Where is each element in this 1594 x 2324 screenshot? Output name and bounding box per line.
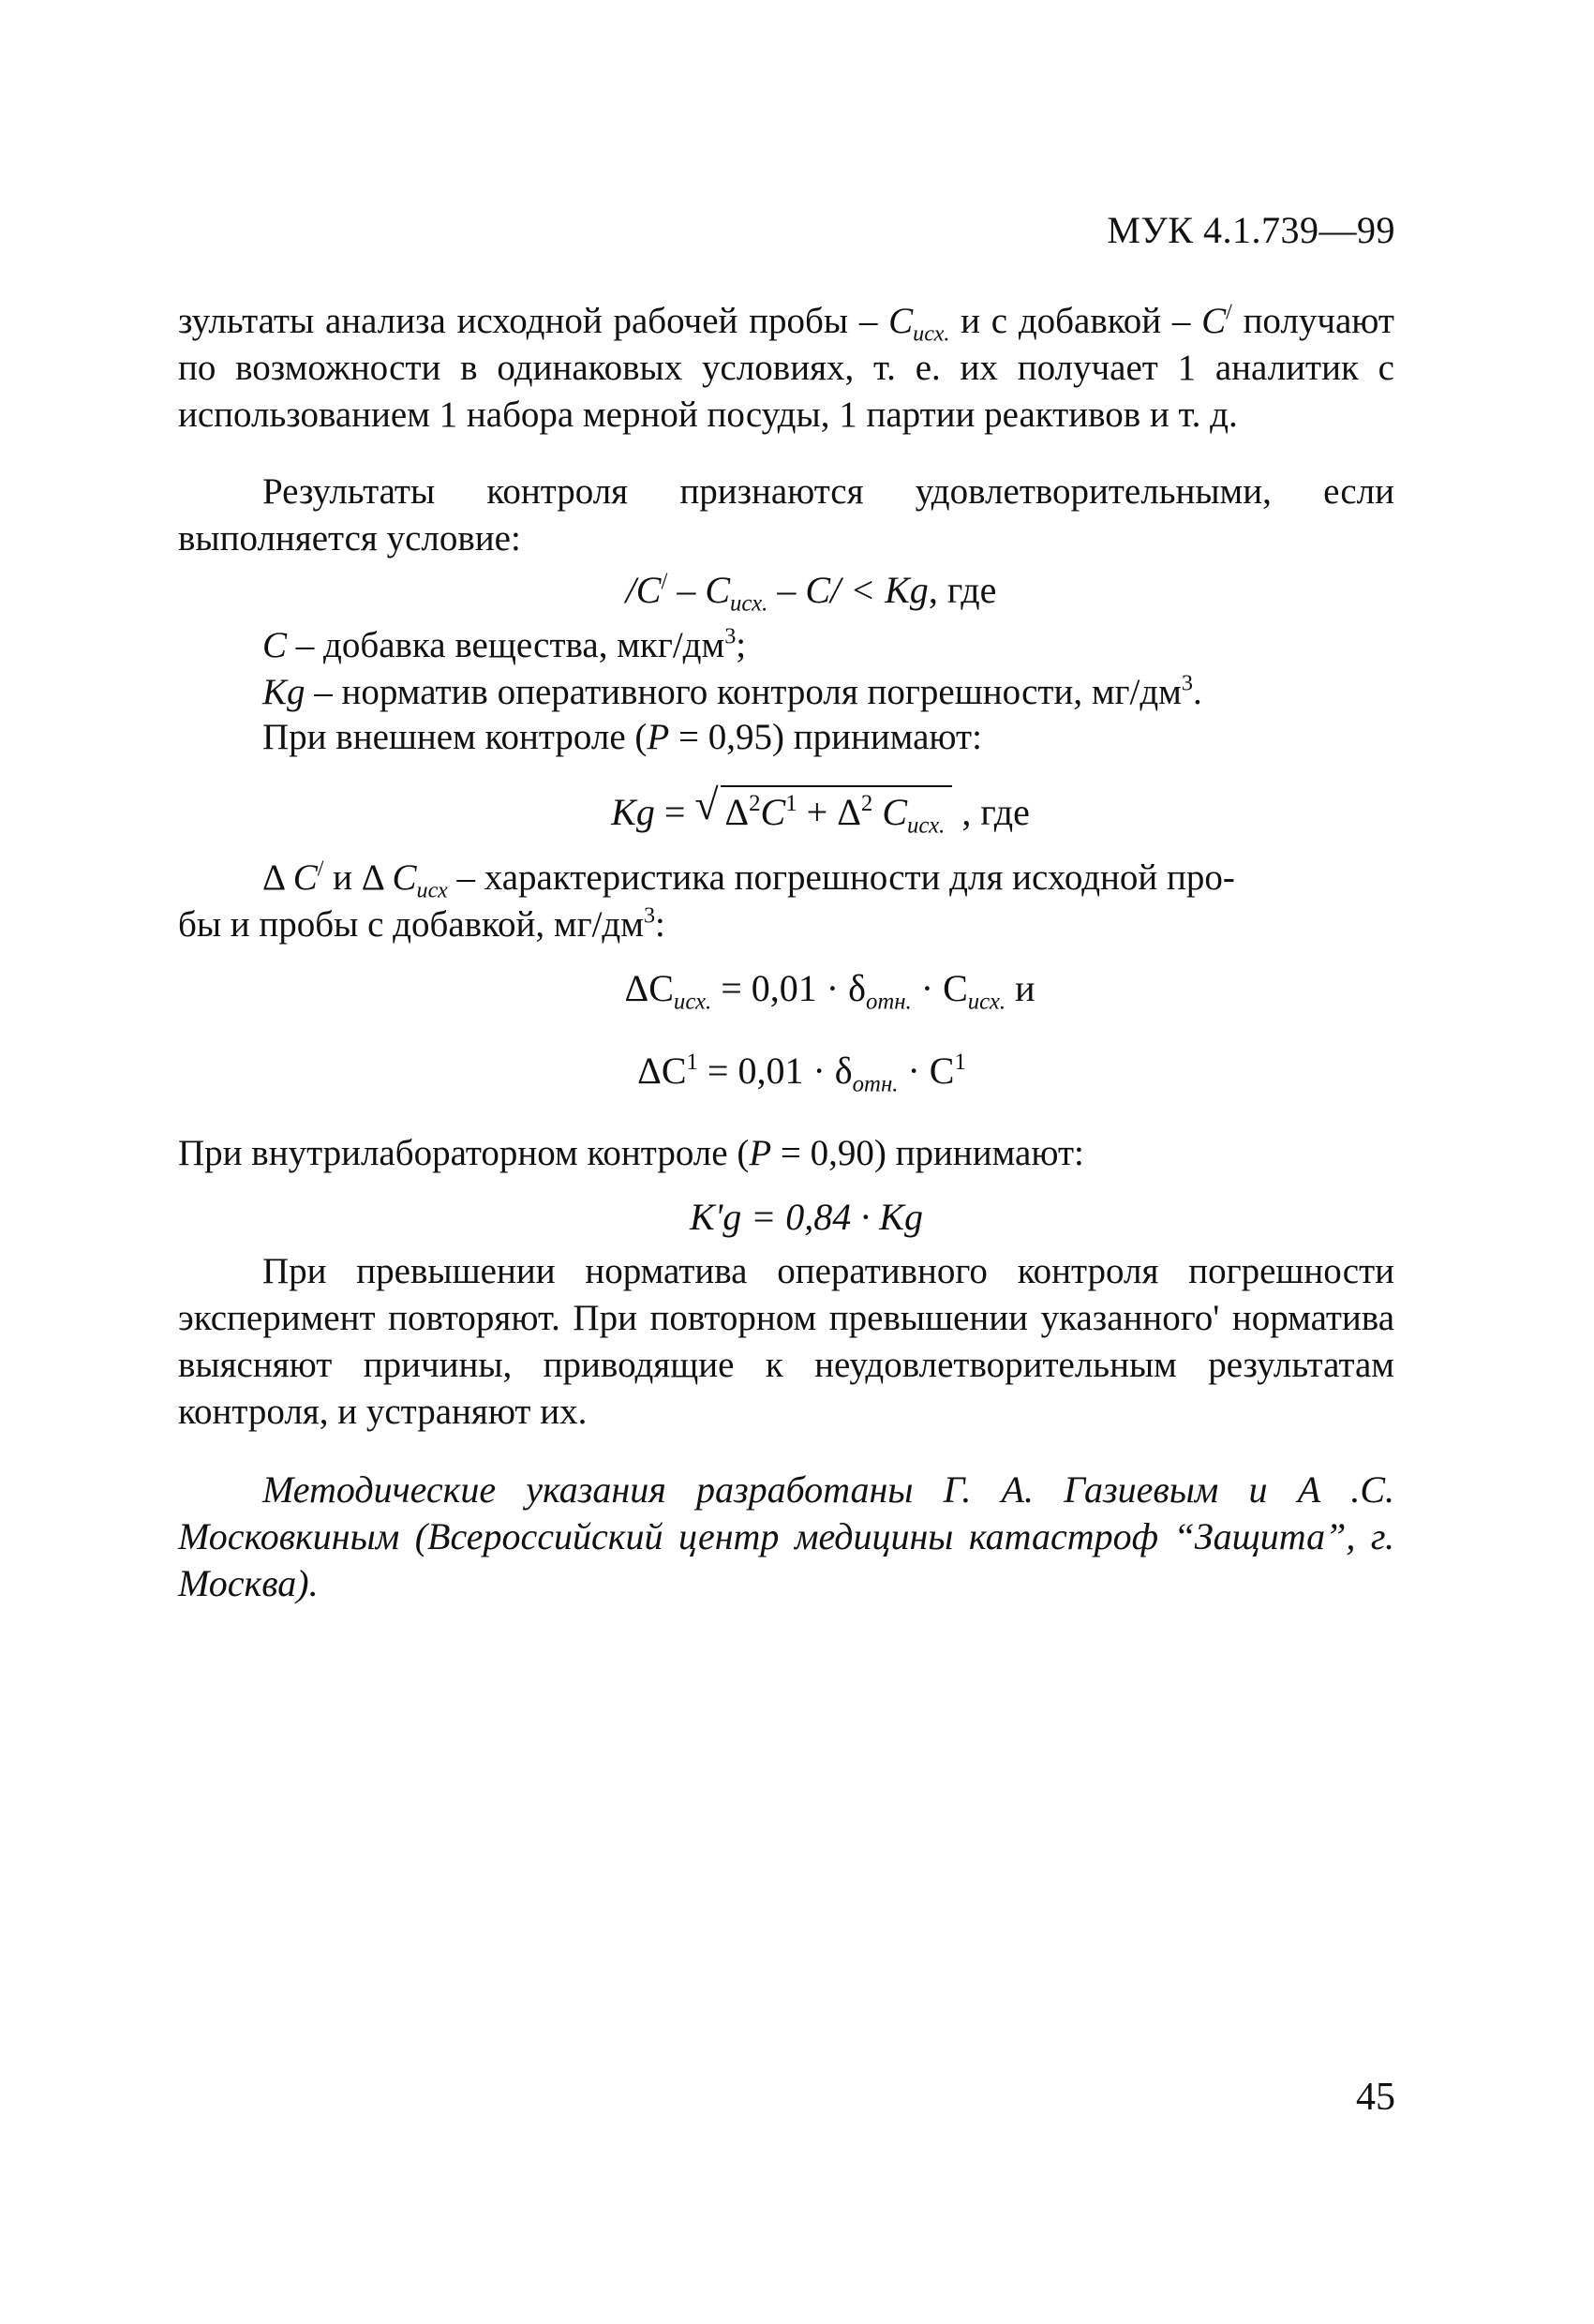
f2-c-sup: 1 xyxy=(954,1050,966,1076)
page-number: 45 xyxy=(1356,2076,1395,2119)
cond-minus2: – C/ < xyxy=(767,569,886,611)
char-c1-sup: / xyxy=(317,856,324,882)
char-c: – характеристика погрешности для исходной про- xyxy=(447,857,1235,898)
f1-c-sub: исх. xyxy=(967,989,1006,1015)
char-line2-end: : xyxy=(655,904,665,945)
f2-lhs-sup: 1 xyxy=(686,1050,698,1076)
def1-text: – добавка вещества, мкг/дм xyxy=(287,625,725,665)
cond-c1-sup: / xyxy=(661,569,668,595)
intra-p: P xyxy=(749,1133,772,1173)
cond-minus1: – xyxy=(667,569,706,611)
kg-d2c-sup: 1 xyxy=(785,791,797,817)
definition-kg xyxy=(262,669,1202,716)
characteristic-line-1 xyxy=(262,855,1235,901)
paragraph-control-satisfactory: Результаты контроля признаются удовлетворительными, если выполняется условие: xyxy=(178,471,1394,559)
symbol-c-isx-sub: исх. xyxy=(913,320,950,347)
f2-delta-sub: отн. xyxy=(852,1071,899,1097)
paragraph-results-conditions xyxy=(178,298,1394,439)
sqrt-icon: √ xyxy=(694,781,719,828)
definition-c xyxy=(262,622,746,669)
intra-a: При внутрилабораторном контроле ( xyxy=(178,1133,750,1173)
kg-formula xyxy=(0,781,1594,839)
def1-sym: C xyxy=(262,625,288,665)
kprime-g-formula: K'g = 0,84 · Kg xyxy=(690,1196,923,1238)
def2-sym: Kg xyxy=(262,672,305,712)
kg-tail: , где xyxy=(952,791,1030,833)
cond-c-sub: исх. xyxy=(730,590,768,617)
cond-open: /C xyxy=(625,569,662,611)
kg-d2c-c: C xyxy=(760,791,786,833)
char-line2-sup: 3 xyxy=(643,902,656,929)
symbol-c-prime: C xyxy=(1201,301,1227,341)
kg-d2c-sq: 2 xyxy=(749,791,761,817)
characteristic-line-2 xyxy=(178,901,665,948)
char-cisx-sub: исх xyxy=(416,877,448,903)
kg-c-sub: исх. xyxy=(907,812,946,839)
sqrt-expression xyxy=(694,781,952,839)
kg-lhs: Kg xyxy=(611,791,655,833)
condition-formula xyxy=(0,567,1594,617)
char-a: Δ xyxy=(262,857,293,898)
def1-end: ; xyxy=(736,625,747,665)
p1-text-a: зультаты анализа исходной рабочей пробы – xyxy=(178,301,889,341)
def2-sup: 3 xyxy=(1181,670,1193,696)
def2-end: . xyxy=(1192,672,1202,712)
kg-plus: + Δ xyxy=(797,791,861,833)
kg-eq: = xyxy=(654,791,695,833)
char-c1: C xyxy=(292,857,318,898)
symbol-c-isx: C xyxy=(888,301,914,341)
f1-tail: и xyxy=(1006,967,1035,1009)
f2-dot: · C xyxy=(898,1050,955,1092)
symbol-c-prime-sup: / xyxy=(1226,299,1232,325)
cond-tail: , где xyxy=(928,569,997,611)
document-code: МУК 4.1.739—99 xyxy=(1107,209,1395,251)
kg-d2c-delta: Δ xyxy=(724,791,750,833)
paragraph-exceed-norm: При превышении норматива оперативного контроля погрешности эксперимент повторяют. При повторном превышении указанного' норматива выясняют причины, приводящие к неудовлетворительным результатам контроля, и устраняют их. xyxy=(178,1251,1394,1432)
cond-c-sym: C xyxy=(705,569,731,611)
delta-c1-formula xyxy=(0,1048,1594,1095)
def2-text: – норматив оперативного контроля погрешности, мг/дм xyxy=(305,672,1182,712)
f2-lhs: ΔC xyxy=(637,1050,687,1092)
def1-sup: 3 xyxy=(724,623,737,649)
authors-note: Методические указания разработаны Г. А. Газиевым и А .С. Московкиным (Всероссийский центр медицины катастроф “Защита”, г. Москва). xyxy=(178,1468,1394,1604)
f1-dot: · C xyxy=(911,967,968,1009)
ext-text-a: При внешнем контроле ( xyxy=(262,717,648,757)
delta-c-isx-formula xyxy=(0,965,1594,1015)
external-control-line xyxy=(262,714,982,761)
f1-delta-sub: отн. xyxy=(865,989,912,1015)
intralab-control-line xyxy=(178,1130,1084,1177)
f1-mid: = 0,01 · δ xyxy=(711,967,866,1009)
kg-c-sym: C xyxy=(872,791,908,833)
p1-text-c: получают по возможности в одинаковых условиях, т. е. их получает 1 аналитик с использованием 1 набора мерной посуды, 1 партии реактивов и т. д. xyxy=(178,301,1394,435)
f2-mid: = 0,01 · δ xyxy=(697,1050,853,1092)
sqrt-radicand xyxy=(721,785,952,839)
ext-p: P xyxy=(647,717,670,757)
f1-lhs-sub: исх. xyxy=(673,989,712,1015)
char-line2: бы и пробы с добавкой, мг/дм xyxy=(178,904,644,945)
f1-lhs: ΔC xyxy=(624,967,674,1009)
p1-text-b: и с добавкой – xyxy=(949,301,1202,341)
ext-text-b: = 0,95) принимают: xyxy=(669,717,982,757)
intra-b: = 0,90) принимают: xyxy=(771,1133,1084,1173)
char-b: и Δ xyxy=(323,857,393,898)
cond-kg: Kg xyxy=(885,569,929,611)
char-cisx: C xyxy=(392,857,417,898)
kg-plus-sq: 2 xyxy=(860,791,873,817)
